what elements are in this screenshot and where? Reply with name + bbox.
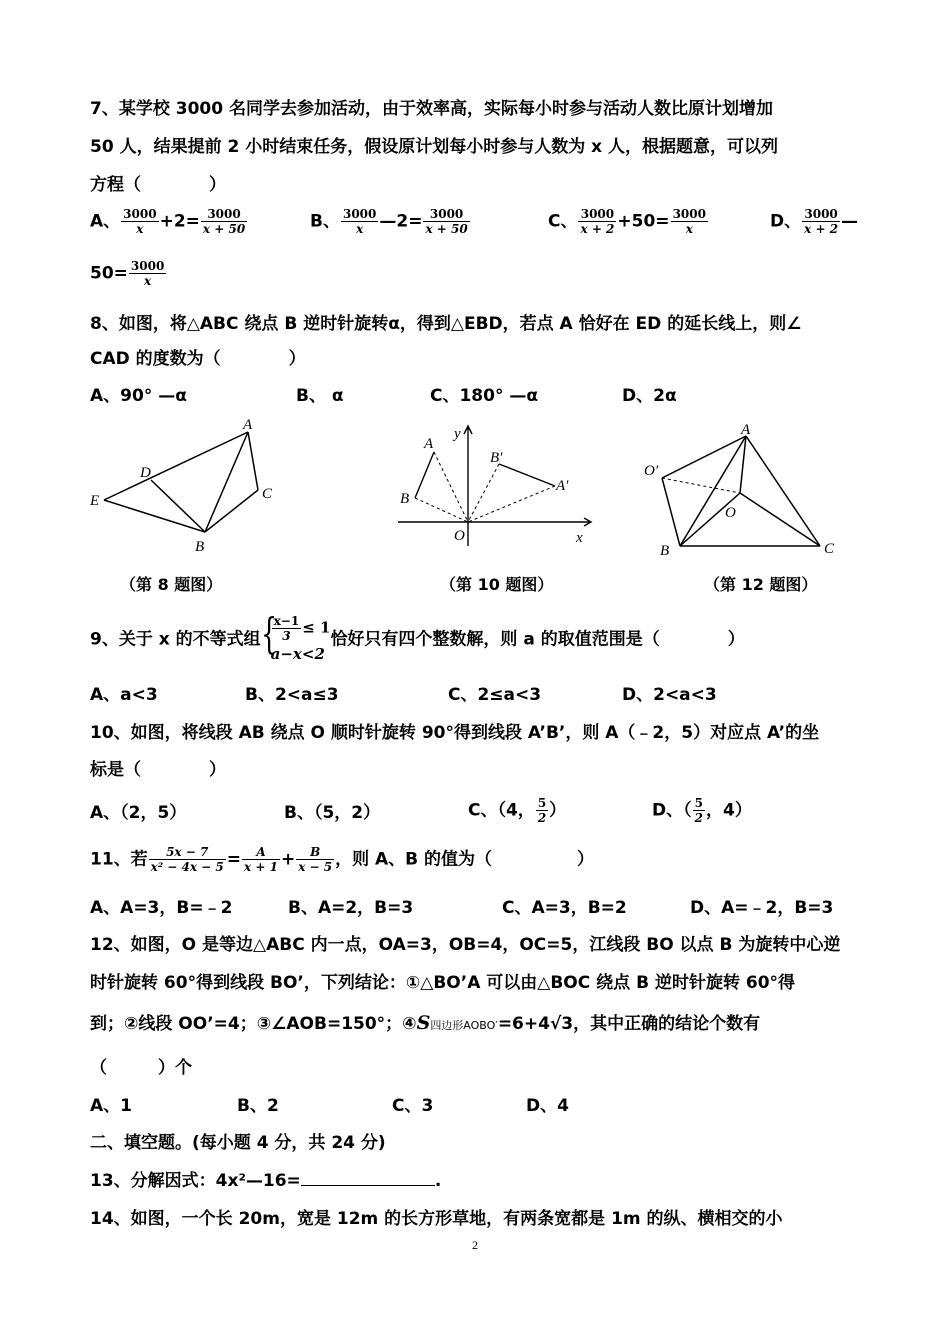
fig10-label-x: x xyxy=(576,530,583,546)
q7-option-a: A、 $\frac{3000}{x}$ +2= $\frac{3000}{x + 50}$ xyxy=(90,207,246,236)
q8-option-c: C、180° —α xyxy=(430,386,539,406)
figure-8-caption: （第 8 题图） xyxy=(120,575,223,594)
section-2-heading: 二、填空题。(每小题 4 分，共 24 分) xyxy=(90,1133,386,1153)
fig8-label-c: C xyxy=(262,486,273,502)
q7-line1: 7、某学校 3000 名同学去参加活动，由于效率高，实际每小时参与活动人数比原计划增加 xyxy=(90,99,773,119)
fig12-label-b: B xyxy=(660,543,670,559)
q7-line2: 50 人，结果提前 2 小时结束任务，假设原计划每小时参与人数为 x 人，根据题意，可以列 xyxy=(90,137,779,157)
fig10-label-a-prime: A′ xyxy=(556,478,569,494)
q11-option-b: B、A=2，B=3 xyxy=(288,898,414,918)
q12-line3: 到；②线段 OO’=4；③∠AOB=150°；④S四边形AOBO′=6+4√3，其中正确的结论个数有 xyxy=(90,1012,761,1034)
fig8-label-e: E xyxy=(90,493,100,509)
fig12-label-o-prime: O′ xyxy=(644,463,659,479)
q13-statement: 13、分解因式：4x²—16= . xyxy=(90,1171,442,1191)
q9-option-a: A、a<3 xyxy=(90,685,158,705)
q8-line2: CAD 的度数为（ ） xyxy=(90,349,306,369)
fig10-label-o: O xyxy=(454,528,465,544)
q9-statement: 9、关于 x 的不等式组 { $\frac{x-1}{3}$ ≤ 1 a−x<2 恰好只有四个整数解，则 a 的取值范围是（ ） xyxy=(90,609,745,663)
q13-answer-blank[interactable] xyxy=(301,1173,435,1186)
q8-option-a: A、90° —α xyxy=(90,386,187,406)
fig8-label-d: D xyxy=(140,465,151,481)
q11-option-a: A、A=3，B=﹣2 xyxy=(90,898,233,918)
q10-line1: 10、如图，将线段 AB 绕点 O 顺时针旋转 90°得到线段 A’B’，则 A（﹣2，5）对应点 A’的坐 xyxy=(90,723,820,743)
q11-statement: 11、若 $\frac{5x - 7}{\text{x² − 4x − 5}}$ = $\frac{A}{x + 1}$ + $\frac{B}{x - 5}$ ，则 A、B 的值为（ ） xyxy=(90,845,595,874)
figure-10-caption: （第 10 题图） xyxy=(440,575,554,594)
fig8-label-a: A xyxy=(243,417,253,433)
q12-line2: 时针旋转 60°得到线段 BO’，下列结论：①△BO’A 可以由△BOC 绕点 B 逆时针旋转 60°得 xyxy=(90,973,796,993)
q10-line2: 标是（ ） xyxy=(90,760,226,780)
q10-option-d: D、（ $\frac{5}{2}$ ，4） xyxy=(652,796,752,825)
q10-option-c: C、（4， $\frac{5}{2}$ ） xyxy=(468,796,567,825)
fig8-label-b: B xyxy=(195,539,205,555)
q12-line4: （ ）个 xyxy=(90,1058,192,1078)
q7-line3: 方程（ ） xyxy=(90,175,226,195)
fig12-label-o: O xyxy=(725,505,736,521)
q7-option-d-continued: 50= $\frac{3000}{x}$ xyxy=(90,259,165,288)
q9-option-c: C、2≤a<3 xyxy=(448,685,542,705)
q12-option-d: D、4 xyxy=(526,1096,569,1116)
q9-inequality-system: { $\frac{x-1}{3}$ ≤ 1 a−x<2 xyxy=(260,609,331,663)
q12-option-a: A、1 xyxy=(90,1096,132,1116)
figure-12-diagram xyxy=(640,418,850,563)
figure-12-caption: （第 12 题图） xyxy=(704,575,818,594)
fig10-label-y: y xyxy=(454,426,461,442)
q7-option-c: C、 $\frac{3000}{x + 2}$ +50= $\frac{3000}{x}$ xyxy=(548,207,706,236)
q12-option-b: B、2 xyxy=(237,1096,279,1116)
q12-option-c: C、3 xyxy=(392,1096,434,1116)
q7-option-b: B、 $\frac{3000}{x}$ —2= $\frac{3000}{x + 50}$ xyxy=(310,207,468,236)
fig10-label-a: A xyxy=(424,436,434,452)
figure-8-diagram xyxy=(80,415,290,560)
q12-line1: 12、如图，O 是等边△ABC 内一点，OA=3，OB=4，OC=5，江线段 BO 以点 B 为旋转中心逆 xyxy=(90,935,841,955)
fig12-label-c: C xyxy=(824,541,835,557)
q14-line1: 14、如图，一个长 20m，宽是 12m 的长方形草地，有两条宽都是 1m 的纵、横相交的小 xyxy=(90,1209,783,1229)
fig12-label-a: A xyxy=(741,422,751,438)
q10-option-b: B、（5，2） xyxy=(284,803,381,823)
fig10-label-b: B xyxy=(400,491,410,507)
fig10-label-b-prime: B′ xyxy=(490,450,503,466)
page-number: 2 xyxy=(472,1238,478,1252)
figure-10-diagram xyxy=(390,418,600,553)
q8-line1: 8、如图，将△ABC 绕点 B 逆时针旋转α，得到△EBD，若点 A 恰好在 ED 的延长线上，则∠ xyxy=(90,314,802,334)
q10-option-a: A、（2，5） xyxy=(90,803,187,823)
q11-option-d: D、A=﹣2，B=3 xyxy=(690,898,834,918)
q7-option-d: D、 $\frac{3000}{x + 2}$ — xyxy=(770,207,859,236)
q8-option-b: B、 α xyxy=(296,386,344,406)
q8-option-d: D、2α xyxy=(622,386,677,406)
q11-option-c: C、A=3，B=2 xyxy=(502,898,627,918)
q9-option-d: D、2<a<3 xyxy=(622,685,717,705)
q9-option-b: B、2<a≤3 xyxy=(245,685,339,705)
